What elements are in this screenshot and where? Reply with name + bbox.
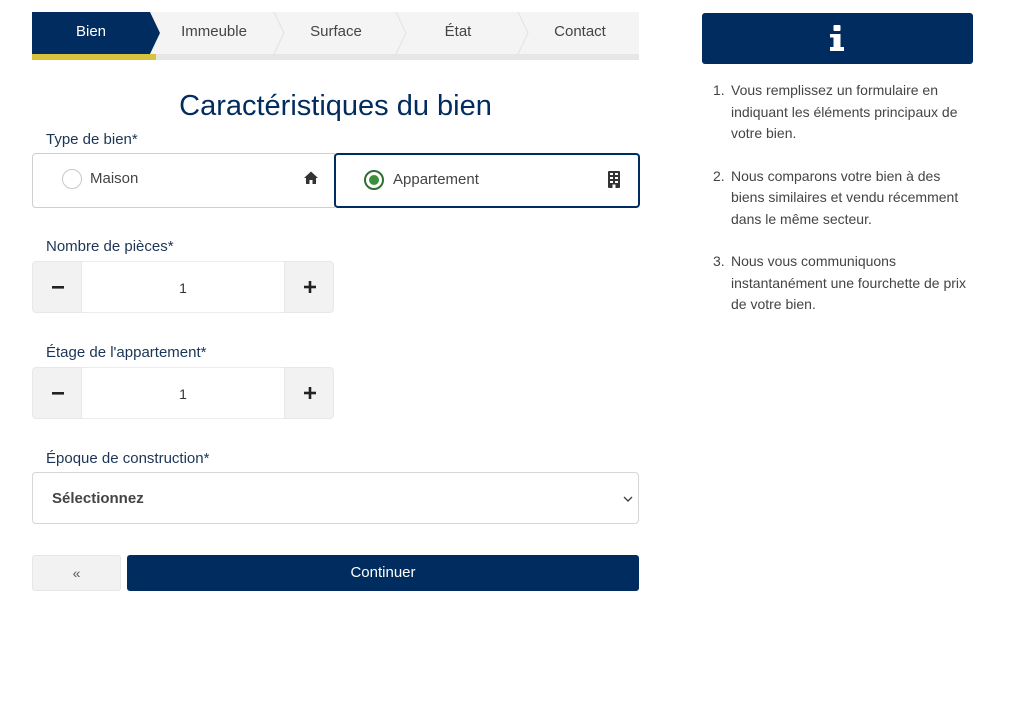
rooms-increment-button[interactable] [284, 261, 334, 313]
step-immeuble[interactable]: Immeuble [181, 23, 247, 40]
info-list-item [713, 166, 968, 231]
rooms-value[interactable]: 1 [82, 261, 284, 313]
info-item-text: Nous vous communiquons instantanément une fourchette de prix de votre bien. [731, 253, 967, 312]
step-etat[interactable]: État [444, 23, 472, 40]
step-contact[interactable]: Contact [554, 23, 606, 40]
house-icon [303, 170, 319, 186]
construction-era-label: Époque de construction* [46, 450, 210, 467]
building-icon [607, 171, 621, 188]
info-item-number: 1. [713, 82, 725, 98]
property-type-option-appartement[interactable] [334, 153, 640, 208]
plus-icon [304, 387, 316, 399]
back-button[interactable]: « [32, 555, 121, 591]
progress-stepper [32, 12, 639, 60]
floor-stepper [32, 367, 335, 419]
property-type-option-maison[interactable] [32, 153, 335, 208]
info-item-number: 2. [713, 167, 725, 184]
radio-button-selected[interactable] [364, 170, 384, 190]
option-label: Maison [90, 170, 139, 187]
step-surface[interactable]: Surface [310, 23, 362, 40]
info-header [702, 13, 973, 64]
info-list-item [713, 251, 968, 316]
stepper-progress-bar [32, 54, 156, 60]
chevron-down-icon [622, 493, 634, 505]
floor-increment-button[interactable] [284, 367, 334, 419]
continue-button[interactable]: Continuer [127, 555, 639, 591]
floor-value[interactable]: 1 [82, 367, 284, 419]
rooms-stepper [32, 261, 335, 313]
floor-decrement-button[interactable] [32, 367, 82, 419]
info-list-item [713, 80, 968, 145]
construction-era-select[interactable] [32, 472, 639, 524]
rooms-label: Nombre de pièces* [46, 238, 174, 255]
rooms-decrement-button[interactable] [32, 261, 82, 313]
property-type-label: Type de bien* [46, 131, 138, 148]
step-bien[interactable]: Bien [75, 23, 107, 40]
info-icon [830, 25, 844, 51]
plus-icon [304, 281, 316, 293]
minus-icon [52, 387, 64, 399]
floor-label: Étage de l'appartement* [46, 344, 207, 361]
info-item-number: 3. [713, 253, 725, 269]
info-item-text: Vous remplissez un formulaire en indiquant les éléments principaux de votre bien. [731, 82, 958, 141]
select-value: Sélectionnez [52, 490, 144, 507]
radio-button[interactable] [62, 169, 82, 189]
minus-icon [52, 281, 64, 293]
info-item-text: Nous comparons votre bien à des biens similaires et vendu récemment dans le même secteur. [731, 167, 959, 227]
page-title: Caractéristiques du bien [179, 90, 492, 122]
property-type-radio-group [32, 153, 639, 208]
info-steps-list [713, 80, 968, 337]
option-label: Appartement [393, 171, 479, 188]
